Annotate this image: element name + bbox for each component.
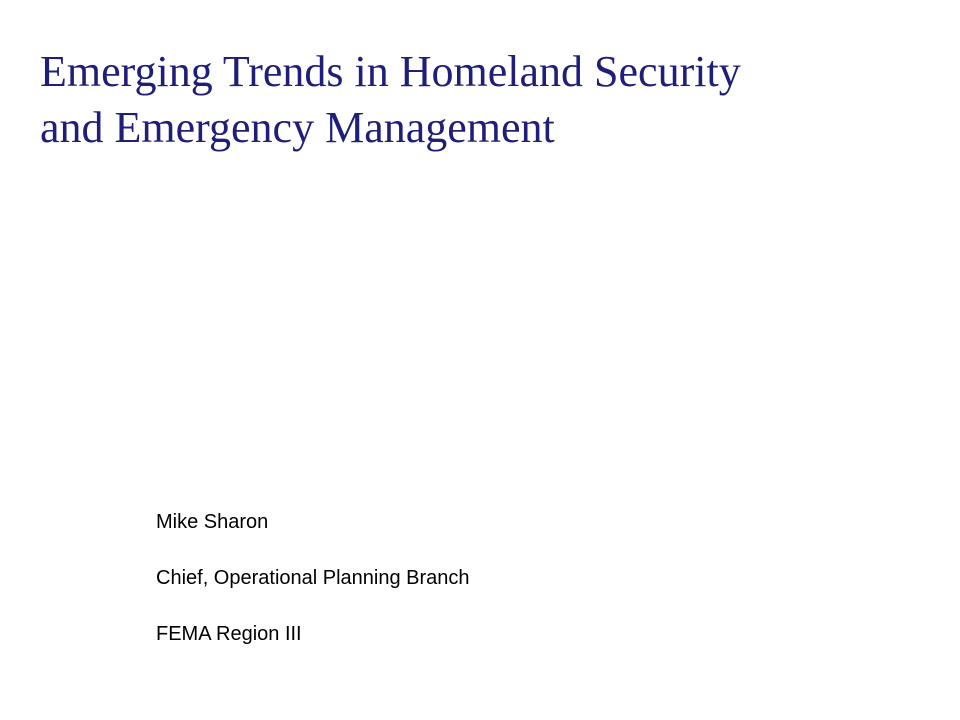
slide-title bbox=[40, 44, 920, 156]
presenter-title: Chief, Operational Planning Branch bbox=[156, 567, 470, 589]
presenter-org: FEMA Region III bbox=[156, 623, 302, 645]
slide-title-line-2: and Emergency Management bbox=[40, 103, 555, 152]
presenter-info bbox=[156, 504, 856, 672]
presenter-name: Mike Sharon bbox=[156, 511, 269, 533]
slide-title-line-1: Emerging Trends in Homeland Security bbox=[40, 47, 741, 96]
